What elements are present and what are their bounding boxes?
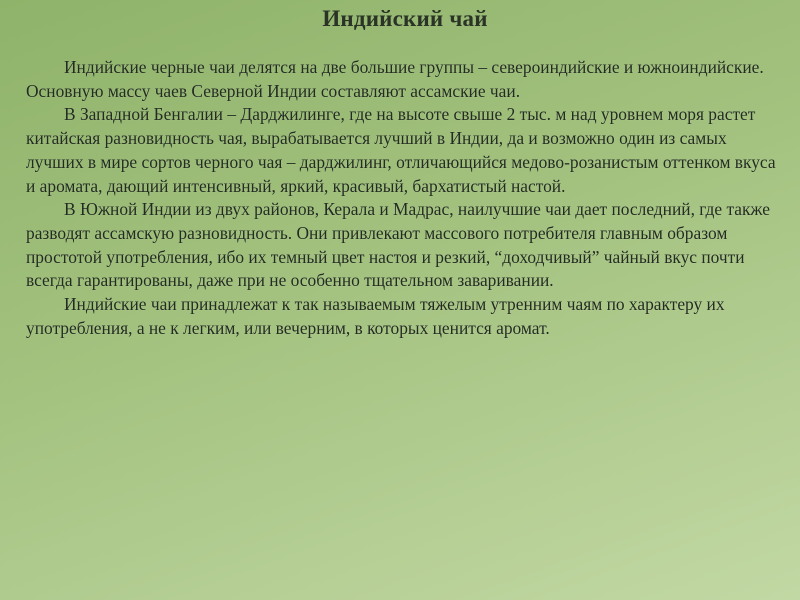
slide-body: [26, 56, 784, 340]
paragraph-3: В Южной Индии из двух районов, Керала и Мадрас, наилучшие чаи дает последний, где также разводят ассамскую разновидность. Они привлекают массового потребителя главным образом простотой употребления, ибо их темный цвет настоя и резкий, “доходчивый” чайный вкус почти всегда гарантированы, даже при не особенно тщательном заваривании.: [26, 199, 770, 291]
paragraph-4: Индийские чаи принадлежат к так называемым тяжелым утренним чаям по характеру их употребления, а не к легким, или вечерним, в которых ценится аромат.: [26, 294, 725, 338]
slide-title: Индийский чай: [322, 6, 488, 31]
paragraph-2: В Западной Бенгалии – Дарджилинге, где на высоте свыше 2 тыс. м над уровнем моря растет китайская разновидность чая, вырабатывается лучший в Индии, да и возможно один из самых лучших в мире сортов черного чая – дарджилинг, отличающийся медово-розанистым оттенком вкуса и аромата, дающий интенсивный, яркий, красивый, бархатистый настой.: [26, 104, 776, 196]
paragraph-1: Индийские черные чаи делятся на две большие группы – североиндийские и южноиндийские. Основную массу чаев Северной Индии составляют ассамские чаи.: [26, 57, 764, 101]
